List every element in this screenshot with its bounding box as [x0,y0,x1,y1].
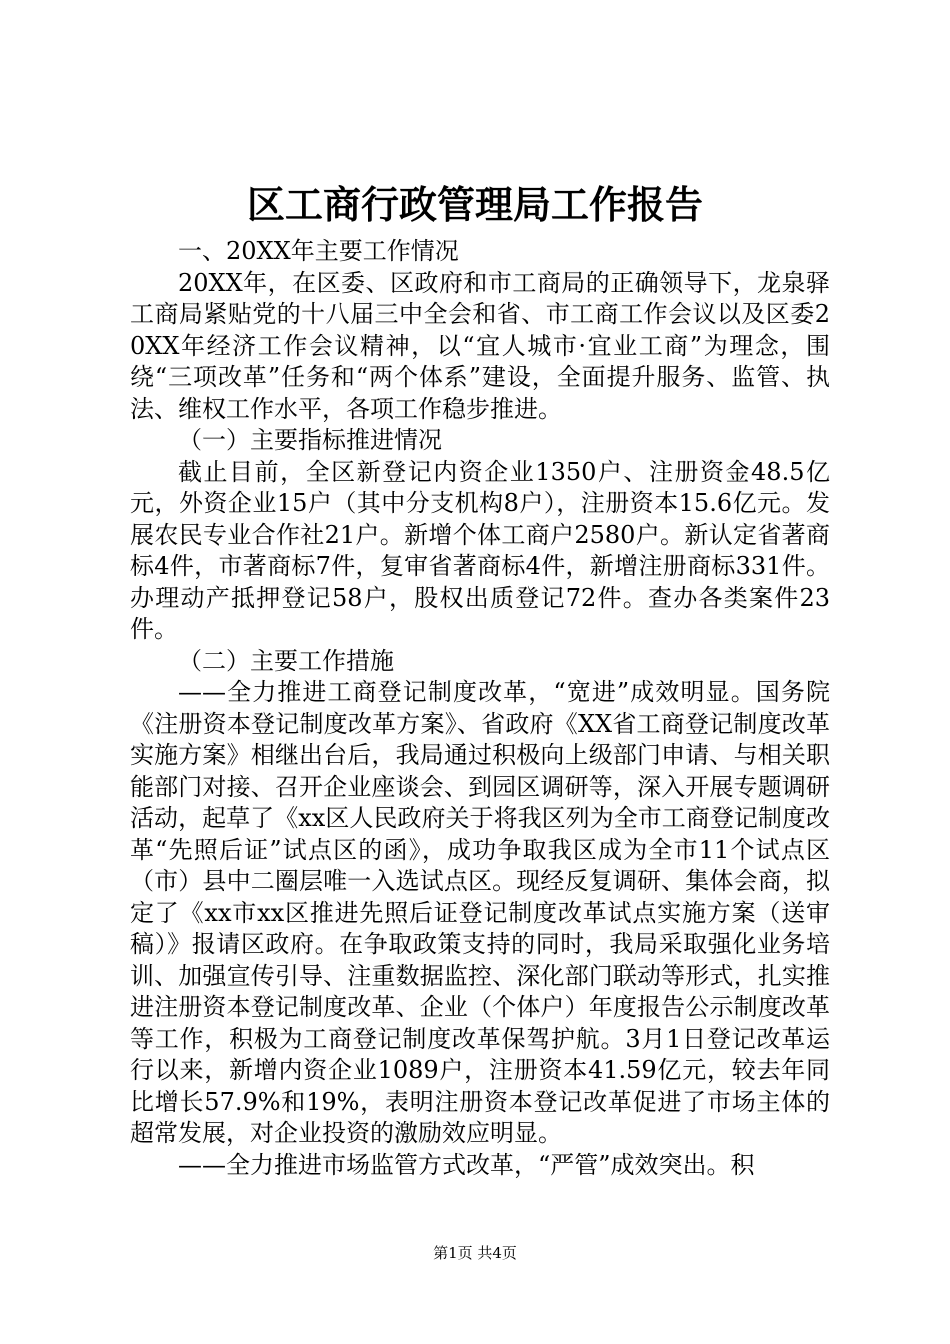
section-heading-1: 一、20XX年主要工作情况 [178,237,459,265]
subsection-heading-2: （二）主要工作措施 [178,646,394,675]
page-footer: 第1页 共4页 [433,1244,517,1262]
document-title: 区工商行政管理局工作报告 [246,182,703,227]
paragraph-indicators: 截止目前，全区新登记内资企业1350户、注册资金48.5亿元，外资企业15户（其中分支机构8户），注册资本15.6亿元。发展农民专业合作社21户。新增个体工商户2580户。新认定省著商标4件，市著商标7件，复审省著商标4件，新增注册商标331件。办理动产抵押登记58户，股权出质登记72件。查办各类案件23件。 [130,457,830,643]
subsection-heading-1: （一）主要指标推进情况 [178,426,442,454]
paragraph-registration-reform: ——全力推进工商登记制度改革，“宽进”成效明显。国务院《注册资本登记制度改革方案》、省政府《XX省工商登记制度改革实施方案》相继出台后，我局通过积极向上级部门申请、与相关职能部门对接、召开企业座谈会、到园区调研等，深入开展专题调研活动，起草了《xx区人民政府关于将我区列为全市工商登记制度改革“先照后证”试点区的函》，成功争取我区成为全市11个试点区（市）县中二圈层唯一入选试点区。现经反复调研、集体会商，拟定了《xx市xx区推进先照后证登记制度改革试点实施方案（送审稿）》报请区政府。在争取政策支持的同时，我局采取强化业务培训、加强宣传引导、注重数据监控、深化部门联动等形式，扎实推进注册资本登记制度改革、企业（个体户）年度报告公示制度改革等工作，积极为工商登记制度改革保驾护航。3月1日登记改革运行以来，新增内资企业1089户，注册资本41.59亿元，较去年同比增长57.9%和19%，表明注册资本登记改革促进了市场主体的超常发展，对企业投资的激励效应明显。 [130,678,830,1147]
paragraph-supervision-reform: ——全力推进市场监管方式改革，“严管”成效突出。积 [178,1150,755,1179]
paragraph-intro: 20XX年，在区委、区政府和市工商局的正确领导下，龙泉驿工商局紧贴党的十八届三中全会和省、市工商工作会议以及区委20XX年经济工作会议精神，以“宜人城市·宜业工商”为理念，围绕“三项改革”任务和“两个体系”建设，全面提升服务、监管、执法、维权工作水平，各项工作稳步推进。 [130,268,830,423]
document-body [130,236,830,1181]
